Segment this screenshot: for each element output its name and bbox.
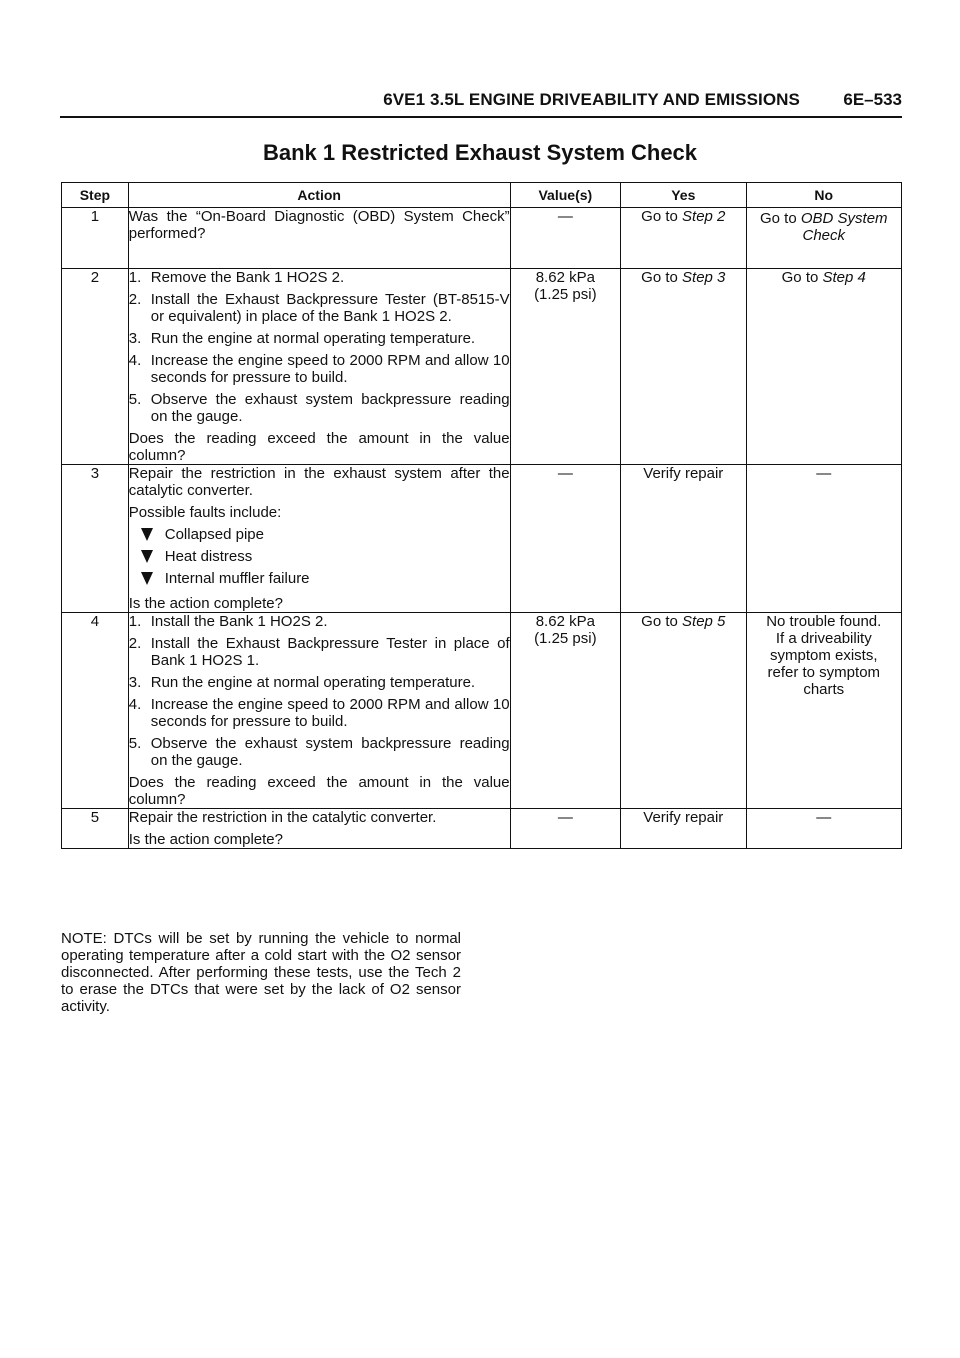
no-cell: — — [746, 809, 901, 849]
action-item: 5. Observe the exhaust system backpressure reading on the gauge. — [128, 391, 510, 425]
action-cell — [128, 465, 510, 613]
action-item: 2. Install the Exhaust Backpressure Tester (BT-8515-V or equivalent) in place of the Bank 1 HO2S 2. — [128, 291, 510, 325]
page-header — [60, 88, 902, 118]
table-header-row — [62, 183, 902, 208]
bullet-triangle-icon — [141, 550, 153, 563]
no-cell: — — [746, 465, 901, 613]
bullet-triangle-icon — [141, 528, 153, 541]
fault-item: Heat distress — [129, 548, 510, 565]
value-cell: — — [510, 208, 620, 269]
header-no: No — [746, 183, 901, 208]
step-number: 3 — [62, 465, 129, 613]
action-item: 3. Run the engine at normal operating temperature. — [128, 674, 476, 691]
no-link[interactable]: Step 4 — [822, 269, 866, 286]
value-cell: — — [510, 465, 620, 613]
faults-label: Possible faults include: — [128, 504, 282, 521]
action-intro: Repair the restriction in the exhaust system after the catalytic converter. — [128, 465, 510, 499]
action-question: Is the action complete? — [128, 595, 283, 612]
table-row — [62, 809, 902, 849]
action-item: 4. Increase the engine speed to 2000 RPM and allow 10 seconds for pressure to build. — [128, 352, 510, 386]
header-action: Action — [128, 183, 510, 208]
action-cell — [128, 269, 510, 465]
no-link[interactable]: OBD System Check — [800, 210, 888, 244]
yes-cell: Verify repair — [621, 809, 746, 849]
step-number: 2 — [62, 269, 129, 465]
yes-cell — [621, 269, 746, 465]
page-number: 6E–533 — [843, 90, 902, 109]
no-cell: No trouble found. If a driveability symptom exists, refer to symptom charts — [746, 613, 901, 809]
action-item: 4. Increase the engine speed to 2000 RPM and allow 10 seconds for pressure to build. — [128, 696, 510, 730]
yes-prefix: Go to — [641, 613, 683, 630]
bullet-triangle-icon — [141, 572, 153, 585]
header-yes: Yes — [621, 183, 746, 208]
value-cell: 8.62 kPa (1.25 psi) — [510, 613, 620, 809]
action-item: 3. Run the engine at normal operating temperature. — [128, 330, 476, 347]
step-number: 4 — [62, 613, 129, 809]
step-number: 1 — [62, 208, 129, 269]
no-prefix: Go to — [781, 269, 823, 286]
header-title: 6VE1 3.5L ENGINE DRIVEABILITY AND EMISSIONS — [383, 90, 800, 109]
action-item: 2. Install the Exhaust Backpressure Tester in place of Bank 1 HO2S 1. — [128, 635, 510, 669]
yes-cell — [621, 208, 746, 269]
action-cell — [128, 613, 510, 809]
yes-prefix: Go to — [641, 269, 683, 286]
header-step: Step — [62, 183, 129, 208]
value-cell: — — [510, 809, 620, 849]
table-row — [62, 613, 902, 809]
action-question: Is the action complete? — [128, 831, 283, 848]
action-cell — [128, 809, 510, 849]
action-question: Was the “On-Board Diagnostic (OBD) System Check” performed? — [128, 208, 510, 242]
action-item: 1. Install the Bank 1 HO2S 2. — [128, 613, 328, 630]
yes-cell: Verify repair — [621, 465, 746, 613]
action-question: Does the reading exceed the amount in the value column? — [128, 430, 510, 464]
yes-link[interactable]: Step 2 — [682, 208, 726, 225]
table-row — [62, 208, 902, 269]
table-row — [62, 269, 902, 465]
header-value: Value(s) — [510, 183, 620, 208]
document-title: Bank 1 Restricted Exhaust System Check — [262, 140, 698, 165]
no-cell — [746, 269, 901, 465]
no-cell — [746, 208, 901, 269]
action-intro: Repair the restriction in the catalytic converter. — [128, 809, 437, 826]
fault-item: Internal muffler failure — [129, 570, 510, 587]
table-row — [62, 465, 902, 613]
yes-link[interactable]: Step 3 — [682, 269, 726, 286]
action-question: Does the reading exceed the amount in the value column? — [128, 774, 510, 808]
action-cell — [128, 208, 510, 269]
no-prefix: Go to — [759, 210, 801, 227]
step-number: 5 — [62, 809, 129, 849]
value-cell: 8.62 kPa (1.25 psi) — [510, 269, 620, 465]
yes-cell — [621, 613, 746, 809]
yes-prefix: Go to — [641, 208, 683, 225]
fault-item: Collapsed pipe — [129, 526, 510, 543]
note-text: NOTE: DTCs will be set by running the vehicle to normal operating temperature after a cold start with the O2 sensor disconnected. After performing these tests, use the Tech 2 to erase the DTCs that were set by the lack of O2 sensor activity. — [61, 930, 461, 1015]
diagnostic-table — [61, 182, 902, 849]
action-item: 5. Observe the exhaust system backpressure reading on the gauge. — [128, 735, 510, 769]
yes-link[interactable]: Step 5 — [682, 613, 726, 630]
action-item: 1. Remove the Bank 1 HO2S 2. — [128, 269, 345, 286]
